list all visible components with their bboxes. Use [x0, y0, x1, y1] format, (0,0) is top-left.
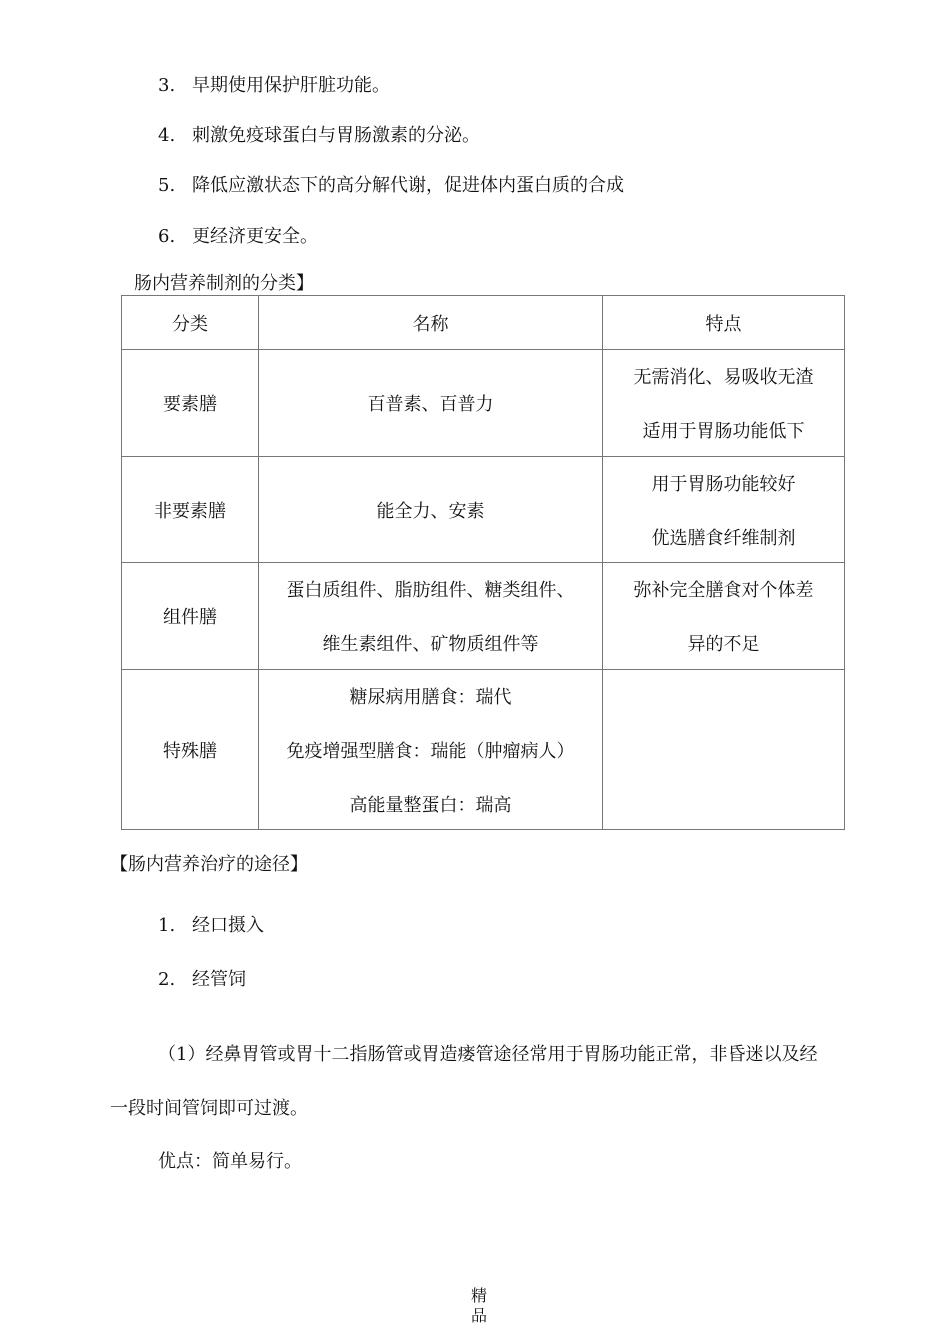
list-item	[158, 174, 624, 198]
feature-cell	[603, 457, 845, 563]
category-cell: 要素膳	[122, 350, 259, 457]
paragraph-line: （1）经鼻胃管或胃十二指肠管或胃造瘘管途径常用于胃肠功能正常，非昏迷以及经	[158, 1044, 818, 1065]
footer-char: 品	[470, 1306, 487, 1325]
category-cell: 非要素膳	[122, 457, 259, 563]
name-cell	[259, 350, 603, 457]
table-row	[122, 457, 845, 563]
list-number: 5.	[158, 175, 176, 196]
feature-cell	[603, 350, 845, 457]
name-cell	[259, 563, 603, 670]
feature-cell-empty	[603, 670, 845, 830]
category-cell: 组件膳	[122, 563, 259, 670]
name-cell	[259, 670, 603, 830]
list-item	[158, 74, 390, 98]
feature-cell	[603, 563, 845, 670]
table-heading: 肠内营养制剂的分类】	[134, 273, 314, 294]
list-item	[158, 124, 480, 148]
list-number: 4.	[158, 125, 176, 146]
feature-line: 适用于胃肠功能低下	[642, 421, 805, 442]
column-header-feature: 特点	[603, 296, 845, 350]
name-line: 免疫增强型膳食：瑞能（肿瘤病人）	[286, 740, 575, 762]
footer-char: 精	[470, 1286, 487, 1305]
list-text: 经口摄入	[192, 915, 264, 936]
column-header-name: 名称	[259, 296, 603, 350]
feature-line: 用于胃肠功能较好	[651, 473, 796, 495]
list-text: 更经济更安全。	[192, 226, 318, 247]
paragraph-line: 一段时间管饲即可过渡。	[110, 1098, 308, 1119]
list-text: 刺激免疫球蛋白与胃肠激素的分泌。	[192, 125, 480, 146]
name-line: 百普素、百普力	[367, 394, 494, 415]
advantage-text: 优点：简单易行。	[158, 1151, 302, 1172]
list-item	[158, 968, 246, 992]
table-row	[122, 670, 845, 830]
table-header-row	[122, 296, 845, 350]
section-heading: 【肠内营养治疗的途径】	[110, 854, 308, 875]
list-text: 经管饲	[192, 969, 246, 990]
feature-line: 异的不足	[687, 634, 760, 655]
list-item	[158, 225, 318, 249]
list-number: 2.	[158, 969, 176, 990]
list-text: 早期使用保护肝脏功能。	[192, 75, 390, 96]
feature-line: 无需消化、易吸收无渣	[633, 367, 814, 388]
name-line: 维生素组件、矿物质组件等	[322, 634, 539, 655]
name-line: 高能量整蛋白：瑞高	[349, 794, 512, 816]
column-header-category: 分类	[122, 296, 259, 350]
name-line: 能全力、安素	[376, 500, 485, 522]
name-line: 糖尿病用膳食：瑞代	[349, 686, 512, 708]
page-footer	[469, 1286, 489, 1326]
list-number: 3.	[158, 75, 176, 96]
list-item	[158, 914, 264, 938]
table-row	[122, 563, 845, 670]
list-number: 6.	[158, 226, 176, 247]
classification-table	[121, 295, 845, 830]
feature-line: 弥补完全膳食对个体差	[633, 580, 814, 601]
feature-line: 优选膳食纤维制剂	[651, 527, 796, 549]
category-cell: 特殊膳	[122, 670, 259, 830]
name-line: 蛋白质组件、脂肪组件、糖类组件、	[286, 580, 575, 601]
table-row	[122, 350, 845, 457]
name-cell	[259, 457, 603, 563]
list-text: 降低应激状态下的高分解代谢，促进体内蛋白质的合成	[192, 175, 624, 196]
list-number: 1.	[158, 915, 176, 936]
